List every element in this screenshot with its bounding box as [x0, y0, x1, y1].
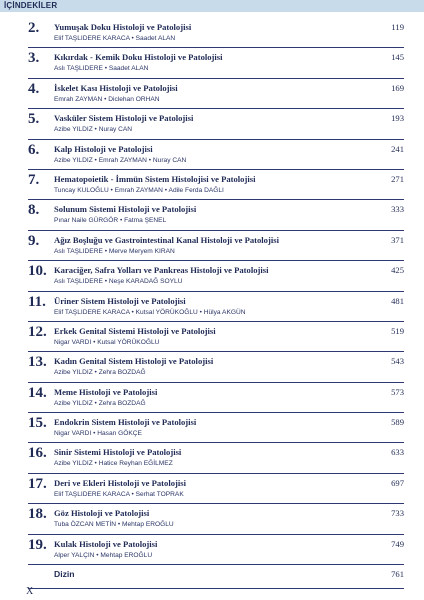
chapter-authors: Azibe YILDIZ • Emrah ZAYMAN • Nuray CAN	[54, 156, 187, 164]
chapter-number: 9.	[28, 232, 40, 249]
chapter-authors: Aslı TAŞLIDERE • Merve Meryem KIRAN	[54, 247, 175, 255]
chapter-number: 17.	[28, 475, 47, 492]
chapter-number: 7.	[28, 171, 40, 188]
chapter-title: Vasküler Sistem Histoloji ve Patolojisi	[54, 113, 194, 124]
chapter-authors: Elif TAŞLIDERE KARACA • Kutsal YÖRÜKOĞLU • Hülya AKGÜN	[54, 308, 246, 316]
chapter-authors: Emrah ZAYMAN • Diclehan ORHAN	[54, 95, 160, 103]
chapter-number: 14.	[28, 384, 47, 401]
chapter-title: Kadın Genital Sistem Histoloji ve Patolojisi	[54, 356, 214, 367]
toc-entry[interactable]	[28, 18, 404, 48]
chapter-page: 271	[391, 173, 404, 184]
chapter-number: 8.	[28, 202, 40, 219]
chapter-authors: Elif TAŞLIDERE KARACA • Serhat TOPRAK	[54, 490, 184, 498]
chapter-page: 633	[391, 447, 404, 458]
chapter-number: 2.	[28, 20, 40, 36]
chapter-authors: Aslı TAŞLIDERE • Saadet ALAN	[54, 65, 149, 73]
chapter-authors: Aslı TAŞLIDERE • Neşe KARADAĞ SOYLU	[54, 278, 183, 286]
chapter-page: 543	[391, 356, 404, 367]
chapter-authors: Azibe YILDIZ • Zehra BOZDAĞ	[54, 369, 146, 377]
chapter-number: 16.	[28, 445, 47, 462]
toc-entry[interactable]	[28, 443, 404, 473]
chapter-authors: Azibe YILDIZ • Hatice Reyhan EĞİLMEZ	[54, 460, 173, 468]
chapter-number: 15.	[28, 415, 47, 432]
chapter-title: Ağız Boşluğu ve Gastrointestinal Kanal Histoloji ve Patolojisi	[54, 234, 279, 245]
chapter-number: 11.	[28, 293, 46, 310]
toc-entry[interactable]	[28, 79, 404, 109]
chapter-page: 371	[391, 234, 404, 245]
chapter-authors: Tuba ÖZCAN METİN • Mehtap EROĞLU	[54, 521, 174, 529]
chapter-page: 519	[391, 325, 404, 336]
chapter-page: 697	[391, 477, 404, 488]
chapter-authors: Tuncay KULOĞLU • Emrah ZAYMAN • Adile Ferda DAĞLI	[54, 186, 224, 194]
toc-entry[interactable]	[28, 200, 404, 230]
chapter-page: 241	[391, 143, 404, 154]
header-bar	[0, 0, 424, 12]
chapter-title: Göz Histoloji ve Patolojisi	[54, 508, 150, 519]
chapter-title: Erkek Genital Sistemi Histoloji ve Patolojisi	[54, 325, 216, 336]
chapter-authors: Nigar VARDI • Kutsal YÖRÜKOĞLU	[54, 338, 160, 346]
chapter-number: 4.	[28, 80, 40, 97]
chapter-title: Kalp Histoloji ve Patolojisi	[54, 143, 153, 154]
chapter-authors: Alper YALÇIN • Mehtap EROĞLU	[54, 551, 153, 559]
chapter-title: Deri ve Ekleri Histoloji ve Patolojisi	[54, 477, 186, 488]
toc-entry[interactable]	[28, 474, 404, 504]
chapter-title: Hematopoietik - İmmün Sistem Histolojisi ve Patolojisi	[54, 173, 256, 184]
chapter-page: 749	[391, 538, 404, 549]
page-number: X	[26, 586, 34, 597]
chapter-title: Yumuşak Doku Histoloji ve Patolojisi	[54, 22, 192, 32]
toc-entry[interactable]	[28, 413, 404, 443]
toc-entry[interactable]	[28, 261, 404, 291]
chapter-page: 145	[391, 52, 404, 63]
toc-entry[interactable]	[28, 352, 404, 382]
chapter-number: 10.	[28, 263, 47, 280]
toc-entry[interactable]	[28, 48, 404, 78]
chapter-title: Üriner Sistem Histoloji ve Patolojisi	[54, 295, 186, 306]
toc-entry[interactable]	[28, 170, 404, 200]
toc-entry[interactable]	[28, 383, 404, 413]
toc-entry[interactable]	[28, 109, 404, 139]
chapter-authors: Elif TAŞLIDERE KARACA • Saadet ALAN	[54, 35, 176, 42]
chapter-number: 3.	[28, 50, 40, 67]
page-title: İÇİNDEKİLER	[4, 1, 58, 10]
chapter-title: Karaciğer, Safra Yolları ve Pankreas Histoloji ve Patolojisi	[54, 265, 269, 276]
toc-entry[interactable]	[28, 535, 404, 565]
chapter-number: 12.	[28, 323, 47, 340]
chapter-title: Endokrin Sistem Histoloji ve Patolojisi	[54, 417, 197, 428]
chapter-page: 733	[391, 508, 404, 519]
chapter-number: 18.	[28, 506, 47, 523]
chapter-page: 573	[391, 386, 404, 397]
index-page: 761	[391, 569, 404, 580]
chapter-authors: Pınar Naile GÜRGÖR • Fatma ŞENEL	[54, 217, 167, 225]
chapter-number: 19.	[28, 536, 47, 553]
toc-entry[interactable]	[28, 322, 404, 352]
chapter-number: 6.	[28, 141, 40, 158]
chapter-page: 481	[391, 295, 404, 306]
chapter-page: 589	[391, 417, 404, 428]
chapter-title: Sinir Sistemi Histoloji ve Patolojisi	[54, 447, 182, 458]
chapter-authors: Nigar VARDI • Hasan GÖKÇE	[54, 430, 142, 438]
chapter-title: Kıkırdak - Kemik Doku Histoloji ve Patolojisi	[54, 52, 223, 63]
toc-entry-index[interactable]	[28, 565, 404, 589]
toc-entry[interactable]	[28, 504, 404, 534]
chapter-authors: Azibe YILDIZ • Zehra BOZDAĞ	[54, 399, 146, 407]
chapter-page: 193	[391, 113, 404, 124]
chapter-title: Kulak Histoloji ve Patolojisi	[54, 538, 158, 549]
chapter-title: Meme Histoloji ve Patolojisi	[54, 386, 158, 397]
chapter-authors: Azibe YILDIZ • Nuray CAN	[54, 126, 133, 134]
chapter-title: Solunum Sistemi Histoloji ve Patolojisi	[54, 204, 197, 215]
table-of-contents	[0, 18, 424, 589]
chapter-number: 13.	[28, 354, 47, 371]
toc-entry[interactable]	[28, 292, 404, 322]
toc-entry[interactable]	[28, 140, 404, 170]
toc-entry[interactable]	[28, 231, 404, 261]
chapter-page: 425	[391, 265, 404, 276]
chapter-page: 119	[391, 22, 404, 32]
chapter-page: 169	[391, 82, 404, 93]
chapter-number: 5.	[28, 111, 40, 128]
chapter-title: İskelet Kası Histoloji ve Patolojisi	[54, 82, 178, 93]
index-title: Dizin	[54, 569, 75, 580]
chapter-page: 333	[391, 204, 404, 215]
